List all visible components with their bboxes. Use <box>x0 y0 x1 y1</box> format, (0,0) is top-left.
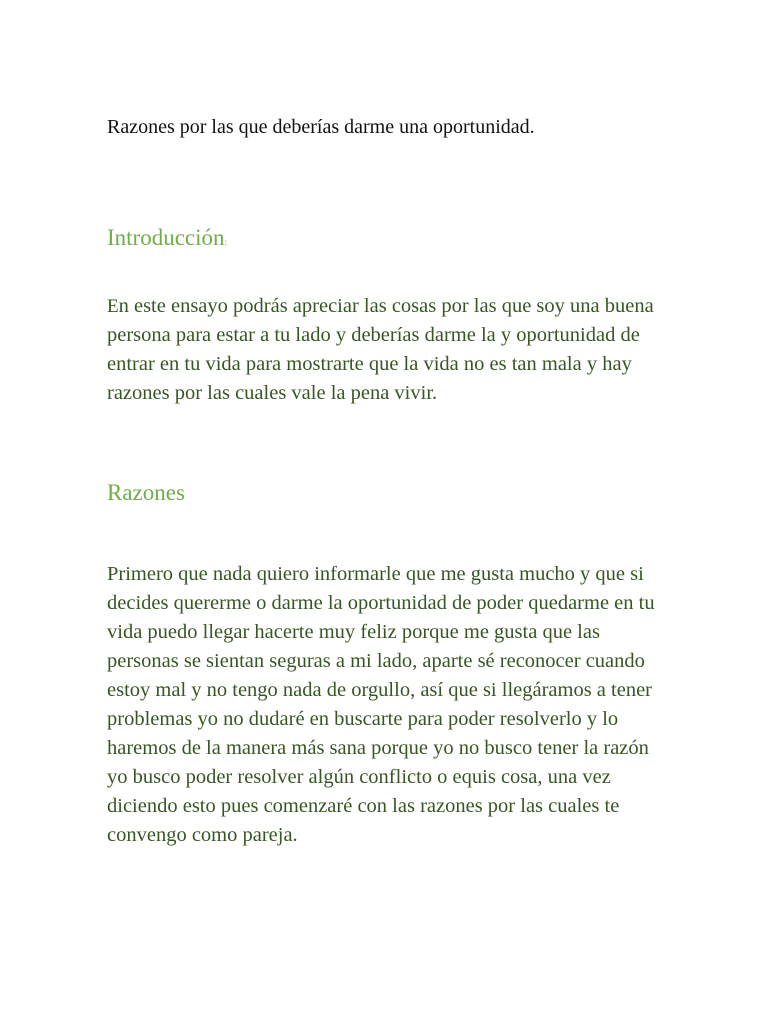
reasons-paragraph: Primero que nada quiero informarle que me gusta mucho y que si decides quererme o darme la oportunidad de poder quedarme en tu vida puedo llegar hacerte muy feliz porque me gusta que las personas se sientan seguras a mi lado, aparte sé reconocer cuando estoy mal y no tengo nada de orgullo, así que si llegáramos a tener problemas yo no dudaré en buscarte para poder resolverlo y lo haremos de la manera más sana porque yo no busco tener la razón yo busco poder resolver algún conflicto o equis cosa, una vez diciendo esto pues comenzaré con las razones por las cuales te convengo como pareja. <box>107 563 655 846</box>
document-title: Razones por las que deberías darme una oportunidad.  <box>107 116 551 138</box>
introduction-paragraph <box>107 292 667 408</box>
paragraph-text: n este ensayo podrás apreciar las cosas por las que soy una buena persona para estar a tu lado y deberías darme la y oportunidad de entrar en tu vida para mostrarte que la vida no es tan mala y hay razones por las cuales vale la pena vivir. <box>107 295 654 404</box>
section-heading-reasons: Razones <box>107 480 185 505</box>
section-heading-introduction <box>107 223 227 257</box>
paragraph-initial-letter: E <box>107 296 119 317</box>
section-heading-suffix: : <box>224 237 228 247</box>
section-heading-text: Introducción <box>107 225 225 250</box>
